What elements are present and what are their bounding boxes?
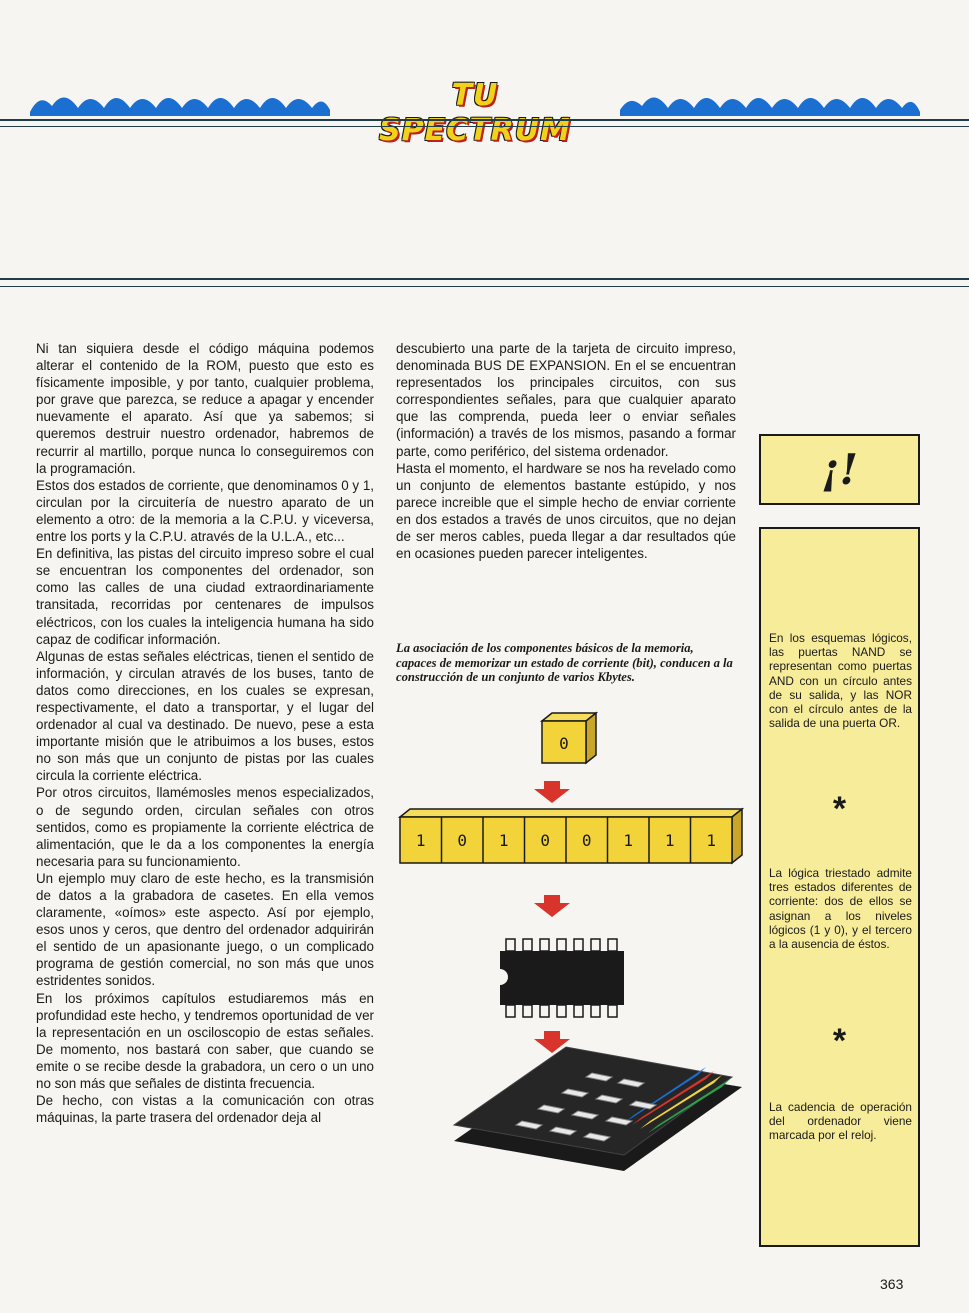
figure-caption: La asociación de los componentes básicos de la memoria, capaces de memorizar un estado de corriente (bit), conducen a la construcción de un conjunto de varios Kbytes. — [396, 641, 733, 684]
sidebar-note-tristate: La lógica triestado admite tres estados diferentes de corriente: dos de ellos se asignan a los niveles lógicos (1 y 0), y el tercero a la ausencia de éstos. — [769, 866, 912, 952]
text-column-left — [36, 340, 374, 1126]
text-column-right — [396, 340, 736, 562]
memory-figure — [396, 705, 746, 1175]
section-rule — [0, 286, 969, 287]
byte-bit-value: 1 — [415, 831, 426, 850]
section-rule — [0, 278, 969, 280]
sidebar-note-clock: La cadencia de operación del ordenador viene marcada por el reloj. — [769, 1100, 912, 1143]
page-header — [0, 78, 969, 148]
header-rule — [0, 126, 969, 127]
chip-pin — [523, 1005, 532, 1017]
chip-pin — [574, 939, 583, 951]
paragraph: Hasta el momento, el hardware se nos ha revelado como un conjunto de elementos bastante estúpido, y nos parece increible que el simple hecho de enviar corriente en dos estados a través de unos circuitos, que no dejan de ser meros cables, pueda llegar a dar resultados qúe en ocasiones pueden parecer inteligentes. — [396, 460, 736, 562]
bit-value: 0 — [559, 734, 569, 753]
chip-pin — [591, 1005, 600, 1017]
chip-pin — [506, 939, 515, 951]
chip-pin — [574, 1005, 583, 1017]
header-rule — [0, 119, 969, 121]
memory-chip — [500, 939, 624, 1017]
byte-bit-value: 0 — [457, 831, 468, 850]
byte-bit-value: 1 — [498, 831, 509, 850]
byte-bit-value: 1 — [706, 831, 717, 850]
chip-pin — [608, 939, 617, 951]
chip-pin — [608, 1005, 617, 1017]
exclamation-box — [759, 434, 920, 505]
bit-cube — [542, 713, 596, 763]
chip-pin — [591, 939, 600, 951]
sidebar-note-nand-nor: En los esquemas lógicos, las puertas NAND se representan como puertas AND con un círculo antes de su salida, y las NOR con el círculo antes de la salida de una puerta OR. — [769, 631, 912, 731]
computer-illustration — [454, 1047, 742, 1171]
paragraph: Algunas de estas señales eléctricas, tienen el sentido de información, y circulan através de los buses, tanto de datos como direcciones, en los cuales se expresan, respectivamente, el dato a transportar, y el lugar del ordenador al cual va destinado. De nuevo, pese a esta importante misión que le atribuimos a los buses, estos no son más que un conjunto de pistas por las cuales circula la corriente eléctrica. — [36, 648, 374, 784]
wave-ornament-left-icon — [30, 86, 330, 116]
wave-ornament-right-icon — [620, 86, 920, 116]
byte-bar — [400, 809, 742, 863]
page-number: 363 — [880, 1276, 904, 1292]
chip-pin — [523, 939, 532, 951]
byte-bit-value: 0 — [540, 831, 551, 850]
paragraph: En definitiva, las pistas del circuito impreso sobre el cual se encuentran los componentes del ordenador, son como las calles de una ciudad extraordinariamente transitada, recorridas por centenares de impulsos eléctricos, con los cuales la inteligencia humana ha sido capaz de codificar información. — [36, 546, 374, 647]
byte-bit-value: 1 — [623, 831, 634, 850]
byte-bit-value: 1 — [664, 831, 675, 850]
chip-pin — [540, 939, 549, 951]
byte-bit-value: 0 — [581, 831, 592, 850]
paragraph: En los próximos capítulos estudiaremos más en profundidad este hecho, y tendremos oportunidad de ver la representación en un osciloscopio de estas señales. De momento, nos bastará con saber, que cuando se emite o se recibe desde la grabadora, un cero o un uno no son más que señales de distinta frecuencia. — [36, 990, 374, 1092]
paragraph: descubierto una parte de la tarjeta de circuito impreso, denominada BUS DE EXPANSION. En el se encuentran representados los principales circuitos, con sus correspondientes señales, para que cualquier aparato que las comprenda, pueda leer o enviar señales (información) a través de los mismos, pasando a formar parte, como periférico, del sistema ordenador. — [396, 341, 736, 459]
paragraph: Estos dos estados de corriente, que denominamos 0 y 1, circulan por la circuitería de nuestro aparato de un elemento a otro: de la memoria a la C.P.U. y viceversa, entre los ports y la C.P.U. através de la U.L.A., etc... — [36, 477, 374, 545]
paragraph: De hecho, con vistas a la comunicación con otras máquinas, la parte trasera del ordenador deja al — [36, 1093, 374, 1126]
down-arrow-icon — [534, 895, 570, 917]
chip-pin — [557, 1005, 566, 1017]
paragraph: Ni tan siquiera desde el código máquina podemos alterar el contenido de la ROM, puesto que esto es físicamente imposible, y por tanto, cualquier problema, por grave que parezca, se reduce a apagar y encender nuevamente el aparato. Así que ya sabemos; si queremos destruir nuestro ordenador, habremos de recurrir al martillo, porque nunca lo conseguiremos con la programación. — [36, 341, 374, 476]
paragraph: Por otros circuitos, llamémosles menos especializados, o de segundo orden, circulan señales con otros sentidos, como es propiamente la corriente eléctrica de alimentación, que le da a los componentes la energía necesaria para su funcionamiento. — [36, 785, 374, 869]
down-arrow-icon — [534, 781, 570, 803]
chip-pin — [506, 1005, 515, 1017]
exclamation-icon: ¡! — [821, 445, 858, 494]
chip-pin — [557, 939, 566, 951]
asterisk-icon: * — [832, 1022, 847, 1060]
paragraph: Un ejemplo muy claro de este hecho, es la transmisión de datos a la grabadora de casetes. En ella vemos claramente, «oímos» este aspecto. Así por ejemplo, esos unos y ceros, que dentro del ordenador adquirirán el sentido de un apasionante juego, o un complicado programa de gestión comercial, no son más que unos estridentes sonidos. — [36, 870, 374, 989]
chip-pin — [540, 1005, 549, 1017]
asterisk-icon: * — [832, 790, 847, 828]
section-title: TU SPECTRUM — [379, 78, 571, 148]
